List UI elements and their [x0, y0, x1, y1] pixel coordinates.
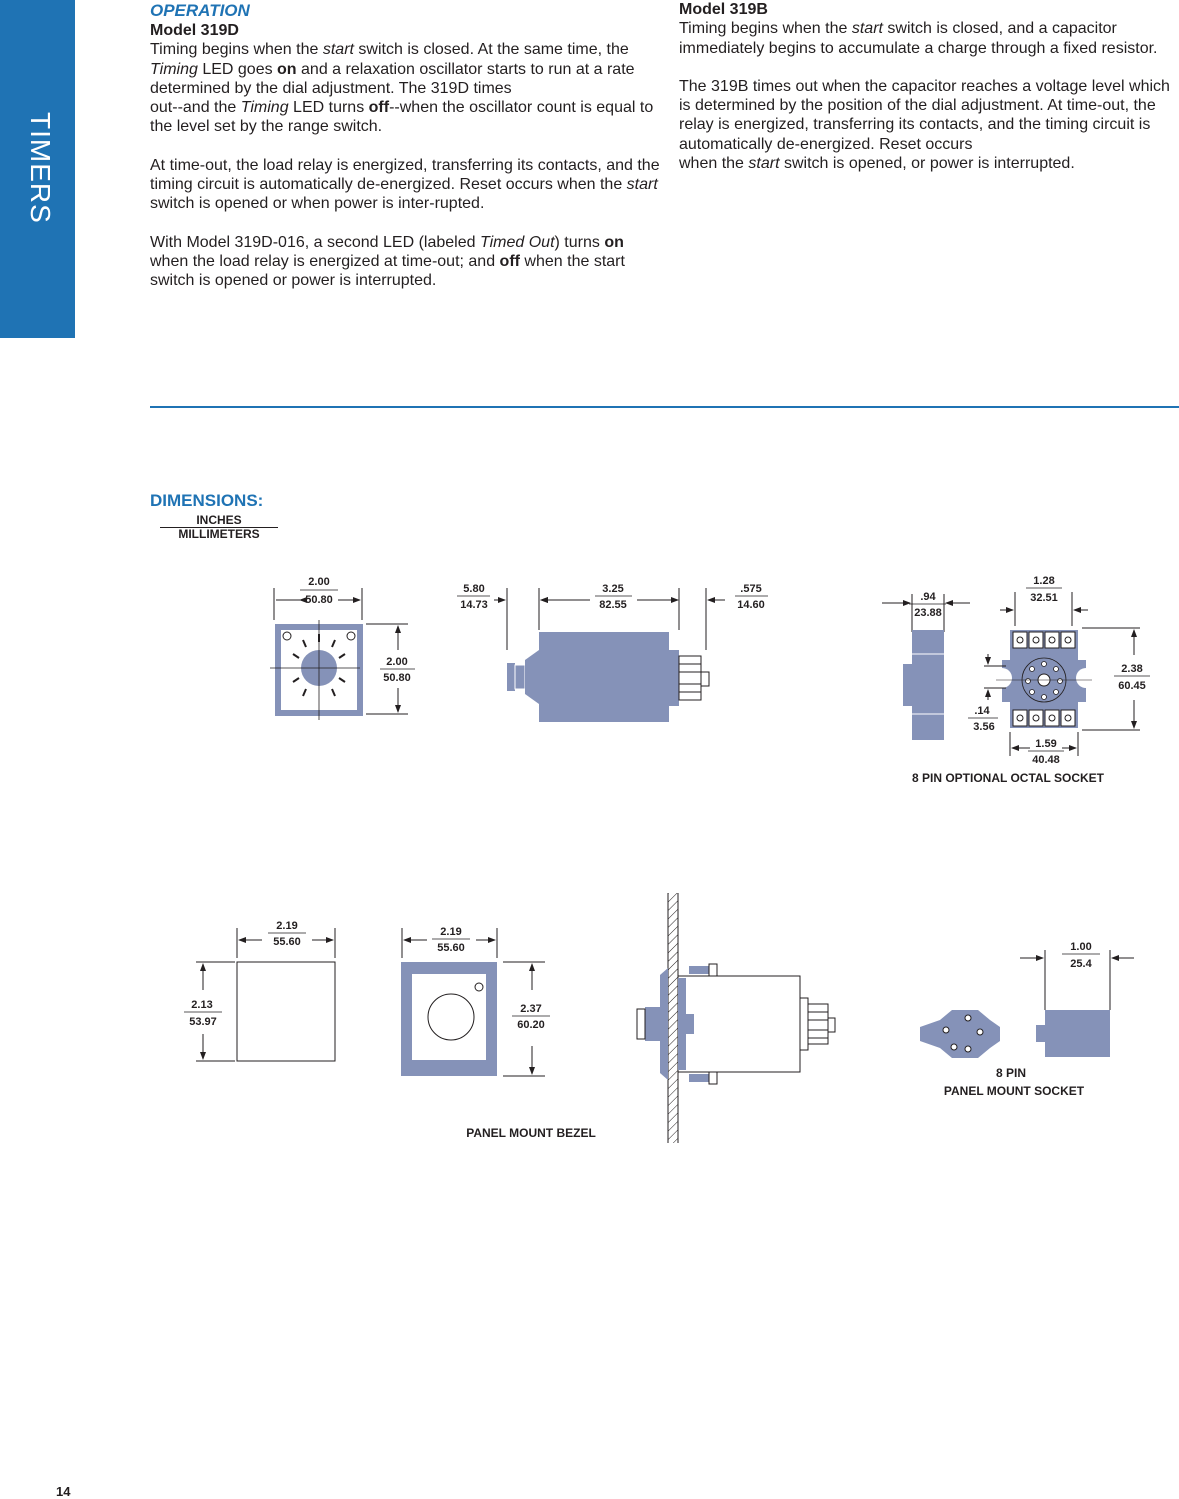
front-height-in: 2.00 [386, 656, 408, 668]
octal-height-in: 2.38 [1121, 663, 1143, 675]
model-319d-title: Model 319D [150, 22, 239, 39]
panel-socket-caption-2: PANEL MOUNT SOCKET [943, 1084, 1085, 1098]
octal-height-mm: 60.45 [1118, 680, 1146, 692]
bezel-height-mm: 60.20 [517, 1019, 545, 1031]
units-millimeters: MILLIMETERS [178, 527, 260, 541]
panel-socket-depth-in: 1.00 [1070, 941, 1092, 953]
panel-cutout-drawing [184, 920, 335, 1061]
model-319d-paragraph-1: Timing begins when the start switch is closed. At the same time, the Timing LED goes on and a relaxation oscillator starts to run at a rate determined by the dial adjustment. The 319D times out--and the Timing LED turns off--when the oscillator count is equal to the level set by the range switch. [150, 41, 654, 136]
model-319b-title: Model 319B [679, 1, 768, 18]
panel-mount-socket-drawing [920, 941, 1134, 1098]
octal-socket-caption: 8 PIN OPTIONAL OCTAL SOCKET [911, 771, 1105, 785]
panel-socket-caption-1: 8 PIN [995, 1066, 1027, 1080]
model-319b-paragraph-1: Timing begins when the start switch is closed, and a capacitor immediately begins to accumulate a charge through a fixed resistor. [679, 20, 1158, 57]
side-front-depth-in: 5.80 [463, 583, 485, 595]
operation-heading: OPERATION [150, 1, 250, 20]
cutout-width-in: 2.19 [276, 920, 298, 932]
page-number: 14 [56, 1484, 71, 1499]
octal-depth-mm: 23.88 [914, 607, 942, 619]
side-body-length-in: 3.25 [602, 583, 624, 595]
section-tab-label: TIMERS [25, 112, 56, 224]
octal-socket-drawing [882, 575, 1150, 785]
bezel-width-in: 2.19 [440, 926, 462, 938]
octal-width-in: 1.59 [1035, 738, 1057, 750]
units-inches: INCHES [160, 514, 278, 528]
side-front-depth-mm: 14.73 [460, 599, 488, 611]
front-height-mm: 50.80 [383, 672, 411, 684]
panel-mount-side-drawing [637, 893, 835, 1143]
cutout-height-in: 2.13 [191, 999, 213, 1011]
octal-slot-in: .14 [974, 705, 990, 717]
bezel-height-in: 2.37 [520, 1003, 542, 1015]
side-pin-length-in: .575 [740, 583, 762, 595]
front-width-mm: 50.80 [305, 594, 333, 606]
model-319d-paragraph-2: At time-out, the load relay is energized, transferring its contacts, and the timing circuit is automatically de-energized. Reset occurs when the start switch is opened or when power is inter-rupted. [150, 156, 660, 213]
octal-pin-spacing-in: 1.28 [1033, 575, 1055, 587]
dimensions-heading: DIMENSIONS: [150, 491, 264, 510]
front-view-drawing [270, 576, 415, 720]
octal-depth-in: .94 [920, 591, 936, 603]
side-body-length-mm: 82.55 [599, 599, 627, 611]
bezel-front-drawing [401, 926, 596, 1140]
octal-slot-mm: 3.56 [973, 721, 995, 733]
octal-pin-spacing-mm: 32.51 [1030, 592, 1058, 604]
model-319d-paragraph-3: With Model 319D-016, a second LED (labeled Timed Out) turns on when the load relay is energized at time-out; and off when the start switch is opened or power is interrupted. [150, 233, 625, 290]
bezel-caption: PANEL MOUNT BEZEL [466, 1126, 596, 1140]
front-width-in: 2.00 [308, 576, 330, 588]
cutout-height-mm: 53.97 [189, 1016, 217, 1028]
bezel-width-mm: 55.60 [437, 942, 465, 954]
model-319b-paragraph-2: The 319B times out when the capacitor reaches a voltage level which is determined by the position of the dial adjustment. At time-out, the relay is energized, transferring its contacts, and the timing circuit is automatically de-energized. Reset occurs when the start switch is opened, or power is interrupted. [679, 77, 1170, 173]
octal-width-mm: 40.48 [1032, 754, 1060, 766]
cutout-width-mm: 55.60 [273, 936, 301, 948]
side-view-drawing [457, 583, 768, 722]
panel-socket-depth-mm: 25.4 [1070, 958, 1092, 970]
side-pin-length-mm: 14.60 [737, 599, 765, 611]
